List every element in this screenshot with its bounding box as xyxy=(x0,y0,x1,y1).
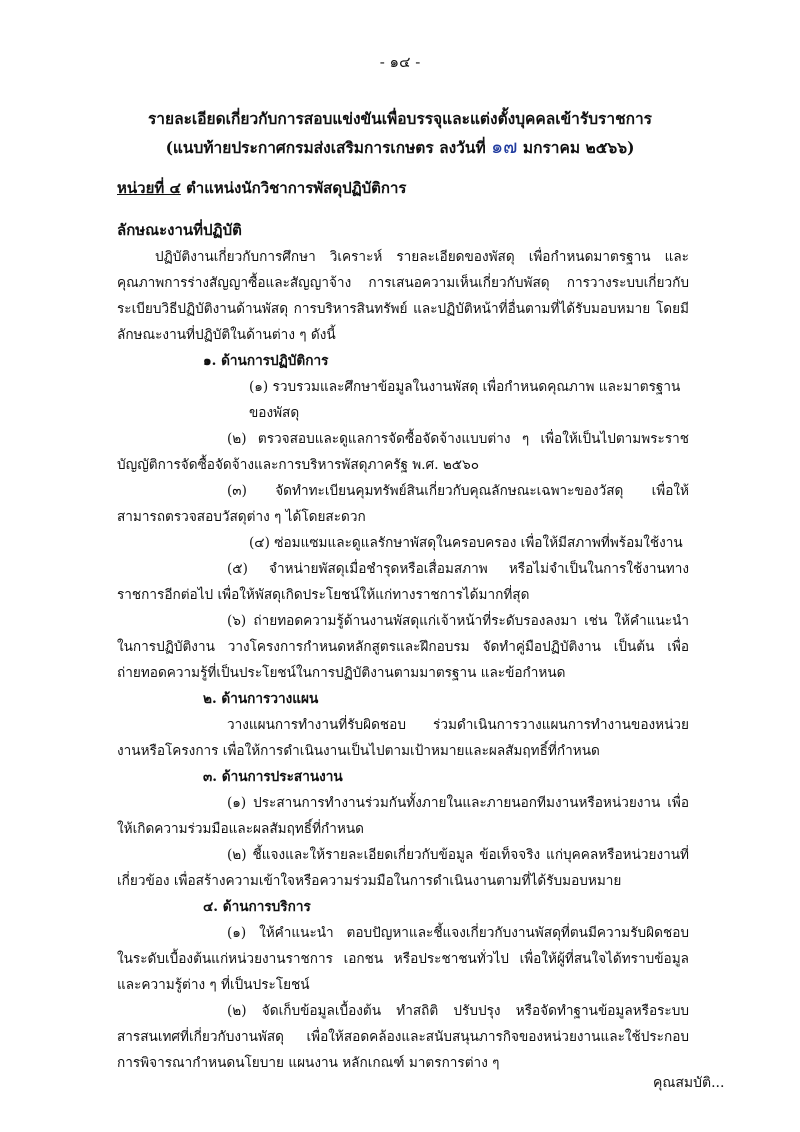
unit-label: หน่วยที่ ๔ xyxy=(117,179,181,197)
document-subtitle xyxy=(0,132,800,162)
subsection-heading: ๔. ด้านการบริการ xyxy=(203,899,311,915)
list-item: (๓) จัดทำทะเบียนคุมทรัพย์สินเกี่ยวกับคุณลักษณะเฉพาะของวัสดุ เพื่อให้สามารถตรวจสอบวัสดุต่าง ๆ ได้โดยสะดวก xyxy=(117,483,689,525)
list-item: (๖) ถ่ายทอดความรู้ด้านงานพัสดุแก่เจ้าหน้าที่ระดับรองลงมา เช่น ให้คำแนะนำในการปฏิบัติงาน วางโครงการกำหนดหลักสูตรและฝึกอบรม จัดทำคู่มือปฏิบัติงาน เป็นต้น เพื่อถ่ายทอดความรู้ที่เป็นประโยชน์ในการปฏิบัติงานตามมาตรฐาน และข้อกำหนด xyxy=(117,613,689,681)
list-item: (๔) ซ่อมแซมและดูแลรักษาพัสดุในครอบครอง เพื่อให้มีสภาพที่พร้อมใช้งาน xyxy=(249,535,683,551)
subsection-heading: ๒. ด้านการวางแผน xyxy=(203,691,319,707)
document-title: รายละเอียดเกี่ยวกับการสอบแข่งขันเพื่อบรรจุและแต่งตั้งบุคคลเข้ารับราชการ xyxy=(147,109,652,128)
handwritten-day: ๑๗ xyxy=(491,136,518,158)
list-item: (๑) ให้คำแนะนำ ตอบปัญหาและชี้แจงเกี่ยวกับงานพัสดุที่ตนมีความรับผิดชอบ ในระดับเบื้องต้นแก่หน่วยงานราชการ เอกชน หรือประชาชนทั่วไป เพื่อให้ผู้ที่สนใจได้ทราบข้อมูลและความรู้ต่าง ๆ ที่เป็นประโยชน์ xyxy=(117,925,689,993)
list-item: (๑) รวบรวมและศึกษาข้อมูลในงานพัสดุ เพื่อกำหนดคุณภาพ และมาตรฐานของพัสดุ xyxy=(249,379,681,421)
subtitle-suffix: มกราคม ๒๕๖๖) xyxy=(522,138,635,157)
section-heading: ลักษณะงานที่ปฏิบัติ xyxy=(117,221,242,239)
document-body xyxy=(117,244,689,1076)
list-item: (๑) ประสานการทำงานร่วมกันทั้งภายในและภายนอกทีมงานหรือหน่วยงาน เพื่อให้เกิดความร่วมมือและผลสัมฤทธิ์ที่กำหนด xyxy=(117,795,689,837)
subsection-heading: ๑. ด้านการปฏิบัติการ xyxy=(203,353,329,369)
continuation-footer: คุณสมบัติ... xyxy=(653,1075,725,1091)
list-item: (๒) ตรวจสอบและดูแลการจัดซื้อจัดจ้างแบบต่าง ๆ เพื่อให้เป็นไปตามพระราชบัญญัติการจัดซื้อจัดจ้างและการบริหารพัสดุภาครัฐ พ.ศ. ๒๕๖๐ xyxy=(117,431,689,473)
unit-heading xyxy=(117,176,407,200)
list-item: วางแผนการทำงานที่รับผิดชอบ ร่วมดำเนินการวางแผนการทำงานของหน่วยงานหรือโครงการ เพื่อให้การดำเนินงานเป็นไปตามเป้าหมายและผลสัมฤทธิ์ที่กำหนด xyxy=(117,717,689,759)
subsection-heading: ๓. ด้านการประสานงาน xyxy=(203,769,343,785)
list-item: (๕) จำหน่ายพัสดุเมื่อชำรุดหรือเสื่อมสภาพ หรือไม่จำเป็นในการใช้งานทางราชการอีกต่อไป เพื่อให้พัสดุเกิดประโยชน์ให้แก่ทางราชการได้มากที่สุด xyxy=(117,561,689,603)
subtitle-prefix: (แนบท้ายประกาศกรมส่งเสริมการเกษตร ลงวันที่ xyxy=(165,138,486,157)
unit-position: ตำแหน่งนักวิชาการพัสดุปฏิบัติการ xyxy=(186,179,407,197)
page-number: - ๑๔ - xyxy=(379,53,421,71)
list-item: (๒) ชี้แจงและให้รายละเอียดเกี่ยวกับข้อมูล ข้อเท็จจริง แก่บุคคลหรือหน่วยงานที่เกี่ยวข้อง เพื่อสร้างความเข้าใจหรือความร่วมมือในการดำเนินงานตามที่ได้รับมอบหมาย xyxy=(117,847,689,889)
list-item: (๒) จัดเก็บข้อมูลเบื้องต้น ทำสถิติ ปรับปรุง หรือจัดทำฐานข้อมูลหรือระบบสารสนเทศที่เกี่ยวกับงานพัสดุ เพื่อให้สอดคล้องและสนับสนุนภารกิจของหน่วยงานและใช้ประกอบการพิจารณากำหนดนโยบาย แผนงาน หลักเกณฑ์ มาตรการต่าง ๆ xyxy=(117,1003,689,1071)
intro-paragraph: ปฏิบัติงานเกี่ยวกับการศึกษา วิเคราะห์ รายละเอียดของพัสดุ เพื่อกำหนดมาตรฐาน และคุณภาพการร่างสัญญาซื้อและสัญญาจ้าง การเสนอความเห็นเกี่ยวกับพัสดุ การวางระบบเกี่ยวกับระเบียบวิธีปฏิบัติงานด้านพัสดุ การบริหารสินทรัพย์ และปฏิบัติหน้าที่อื่นตามที่ได้รับมอบหมาย โดยมีลักษณะงานที่ปฏิบัติในด้านต่าง ๆ ดังนี้ xyxy=(117,249,689,343)
